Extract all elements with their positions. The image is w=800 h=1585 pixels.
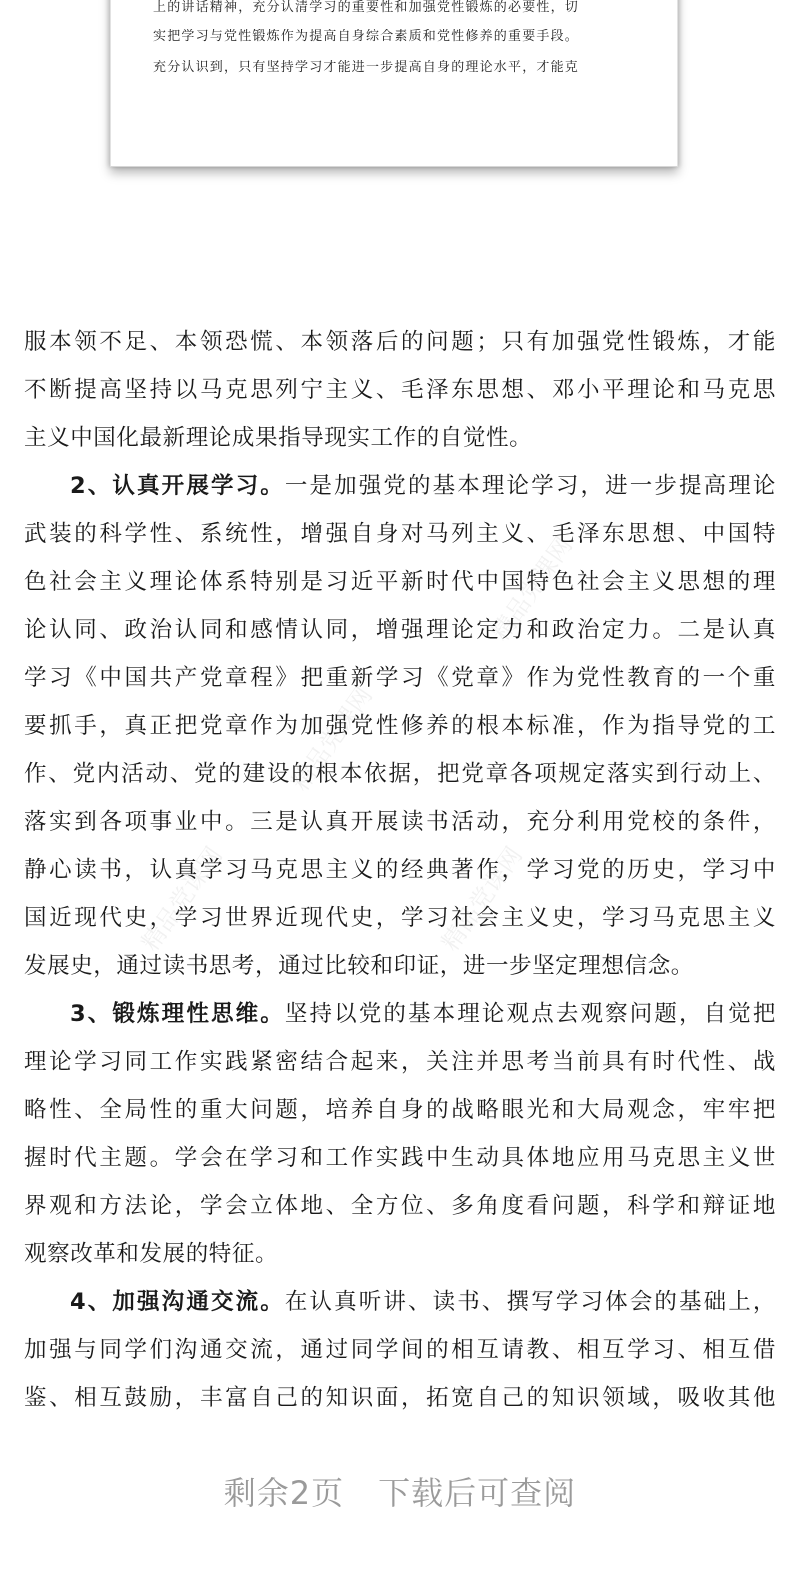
text-line: 国近现代史，学习世界近现代史，学习社会主义史，学习马克思主义 <box>24 905 776 931</box>
card-text-line: 充分认识到，只有坚持学习才能进一步提高自身的理论水平，才能克 <box>153 60 580 75</box>
text-line: 不断提高坚持以马克思列宁主义、毛泽东思想、邓小平理论和马克思 <box>24 377 776 403</box>
section-heading: 2、认真开展学习。 <box>70 473 285 499</box>
watermark: 精品党课网 <box>436 841 528 957</box>
text-line: 服本领不足、本领恐慌、本领落后的问题；只有加强党性锻炼，才能 <box>24 329 776 355</box>
text-line: 鉴、相互鼓励，丰富自己的知识面，拓宽自己的知识领域，吸收其他 <box>24 1385 776 1411</box>
text-line: 学习《中国共产党章程》把重新学习《党章》作为党性教育的一个重 <box>24 665 776 691</box>
text-line: 作、党内活动、党的建设的根本依据，把党章各项规定落实到行动上、 <box>24 761 776 787</box>
text-line: 理论学习同工作实践紧密结合起来，关注并思考当前具有时代性、战 <box>24 1049 776 1075</box>
text-line: 要抓手，真正把党章作为加强党性修养的根本标准，作为指导党的工 <box>24 713 776 739</box>
remaining-pages-notice[interactable] <box>0 1468 800 1514</box>
text-line: 武装的科学性、系统性，增强自身对马列主义、毛泽东思想、中国特 <box>24 521 776 547</box>
text-line: 略性、全局性的重大问题，培养自身的战略眼光和大局观念，牢牢把 <box>24 1097 776 1123</box>
text-run: 坚持以党的基本理论观点去观察问题，自觉把 <box>284 1001 776 1027</box>
text-line: 握时代主题。学会在学习和工作实践中生动具体地应用马克思主义世 <box>24 1145 776 1171</box>
text-line: 论认同、政治认同和感情认同，增强理论定力和政治定力。二是认真 <box>24 617 776 643</box>
text-line: 观察改革和发展的特征。 <box>24 1241 279 1267</box>
section-heading-line <box>24 990 776 1038</box>
text-line: 发展史，通过读书思考，通过比较和印证，进一步坚定理想信念。 <box>24 953 694 979</box>
text-line: 加强与同学们沟通交流，通过同学间的相互请教、相互学习、相互借 <box>24 1337 776 1363</box>
text-line: 色社会主义理论体系特别是习近平新时代中国特色社会主义思想的理 <box>24 569 776 595</box>
watermark: 精品党课网 <box>136 841 228 957</box>
watermark: 精品党课网 <box>486 531 578 647</box>
section-heading-line <box>24 462 776 510</box>
section-heading-line <box>24 1278 776 1326</box>
section-heading: 4、加强沟通交流。 <box>70 1289 285 1315</box>
text-line: 静心读书，认真学习马克思主义的经典著作，学习党的历史，学习中 <box>24 857 776 883</box>
watermark: 精品党课网 <box>286 681 378 797</box>
text-run: 在认真听讲、读书、撰写学习体会的基础上， <box>284 1289 776 1315</box>
download-to-view-label: 下载后可查阅 <box>378 1474 577 1512</box>
document-body <box>24 318 776 1422</box>
card-text-line: 实把学习与党性锻炼作为提高自身综合素质和党性修养的重要手段。 <box>153 29 580 44</box>
page-preview-card <box>110 0 678 167</box>
text-run: 一是加强党的基本理论学习，进一步提高理论 <box>284 473 776 499</box>
text-line: 落实到各项事业中。三是认真开展读书活动，充分利用党校的条件， <box>24 809 776 835</box>
remaining-pages-label: 剩余2页 <box>223 1474 345 1512</box>
card-text-line: 上的讲话精神，充分认清学习的重要性和加强党性锻炼的必要性，切 <box>153 0 580 15</box>
text-line: 界观和方法论，学会立体地、全方位、多角度看问题，科学和辩证地 <box>24 1193 776 1219</box>
section-heading: 3、锻炼理性思维。 <box>70 1001 285 1027</box>
text-line: 主义中国化最新理论成果指导现实工作的自觉性。 <box>24 425 533 451</box>
